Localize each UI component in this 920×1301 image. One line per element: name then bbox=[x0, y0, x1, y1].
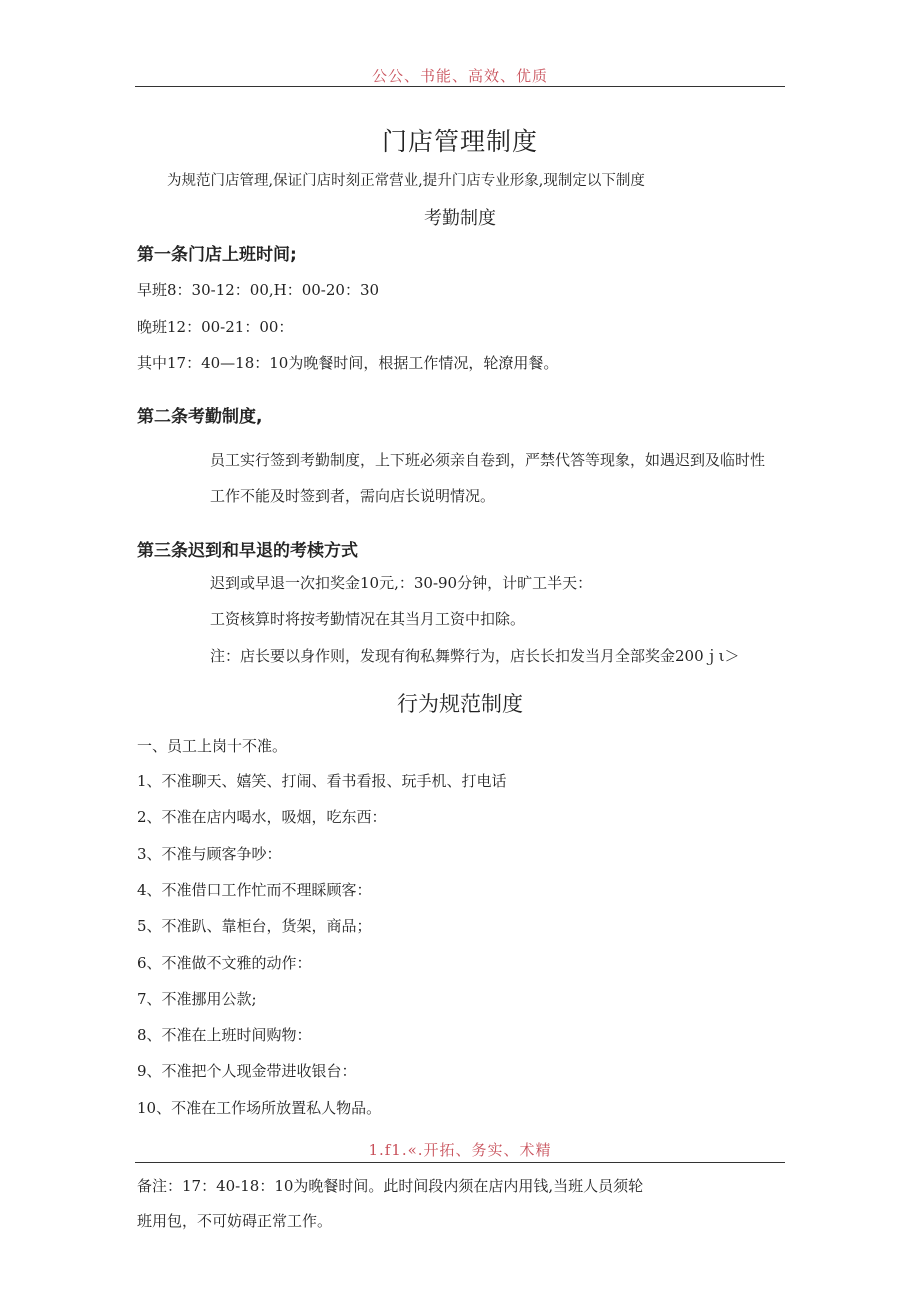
list-item: 6、不准做不文雅的动作： bbox=[137, 954, 312, 972]
conduct-section-title: 一、员工上岗十不准。 bbox=[137, 737, 288, 755]
article-3-line-2: 工资核算时将按考勤情况在其当月工资中扣除。 bbox=[210, 610, 526, 628]
article-2-line-2: 工作不能及时签到者，需向店长说明情况。 bbox=[210, 487, 496, 505]
article-3-title: 第三条迟到和早退的考椟方式 bbox=[137, 541, 358, 561]
list-item: 1、不准聊天、嬉笑、打闹、看书看报、玩手机、打电话 bbox=[137, 772, 507, 790]
list-item: 2、不准在店内喝水，吸烟，吃东西： bbox=[137, 808, 387, 826]
article-2-line-1: 员工实行签到考勤制度，上下班必须亲自卷到，严禁代答等现象，如遇迟到及临时性 bbox=[210, 451, 766, 469]
footer-rule bbox=[135, 1162, 785, 1163]
note-line-1: 备注：17：40-18：10为晚餐时间。此时间段内须在店内用钱,当班人员须轮 bbox=[137, 1177, 644, 1195]
footer-slogan: 1.f1.«.开拓、务实、术精 bbox=[368, 1141, 552, 1159]
intro-paragraph: 为规范门店管理,保证门店时刻正常营业,提升门店专业形象,现制定以下制度 bbox=[167, 173, 645, 189]
note-line-2: 班用包，不可妨碍正常工作。 bbox=[137, 1212, 333, 1230]
list-item: 4、不准借口工作忙而不理睬顾客： bbox=[137, 881, 372, 899]
article-1-line-3: 其中17：40—18：10为晚餐时间，根据工作情况，轮潦用餐。 bbox=[137, 354, 559, 372]
list-item: 8、不准在上班时间购物： bbox=[137, 1026, 312, 1044]
list-item: 10、不准在工作场所放置私人物品。 bbox=[137, 1099, 382, 1117]
section-heading-conduct: 行为规范制度 bbox=[397, 692, 523, 716]
article-2-title: 第二条考勤制度, bbox=[137, 407, 263, 427]
article-3-line-3: 注：店长要以身作则，发现有徇私舞弊行为，店长长扣发当月全部奖金200ｊι＞ bbox=[210, 647, 740, 665]
list-item: 3、不准与顾客争吵： bbox=[137, 845, 282, 863]
article-1-title: 第一条门店上班时间; bbox=[137, 245, 297, 265]
document-title: 门店管理制度 bbox=[381, 127, 538, 156]
list-item: 7、不准挪用公款; bbox=[137, 990, 257, 1008]
article-3-line-1: 迟到或早退一次扣奖金10元,：30-90分钟，计旷工半天： bbox=[210, 574, 593, 592]
list-item: 5、不准趴、靠柜台，货架，商品； bbox=[137, 917, 372, 935]
article-1-line-2: 晚班12：00-21：00： bbox=[137, 318, 294, 336]
article-1-line-1: 早班8：30-12：00,H：00-20：30 bbox=[137, 281, 380, 299]
list-item: 9、不准把个人现金带进收银台： bbox=[137, 1062, 357, 1080]
header-slogan: 公公、书能、高效、优质 bbox=[371, 67, 548, 85]
section-heading-attendance: 考勤制度 bbox=[424, 208, 496, 229]
header-rule bbox=[135, 86, 785, 87]
